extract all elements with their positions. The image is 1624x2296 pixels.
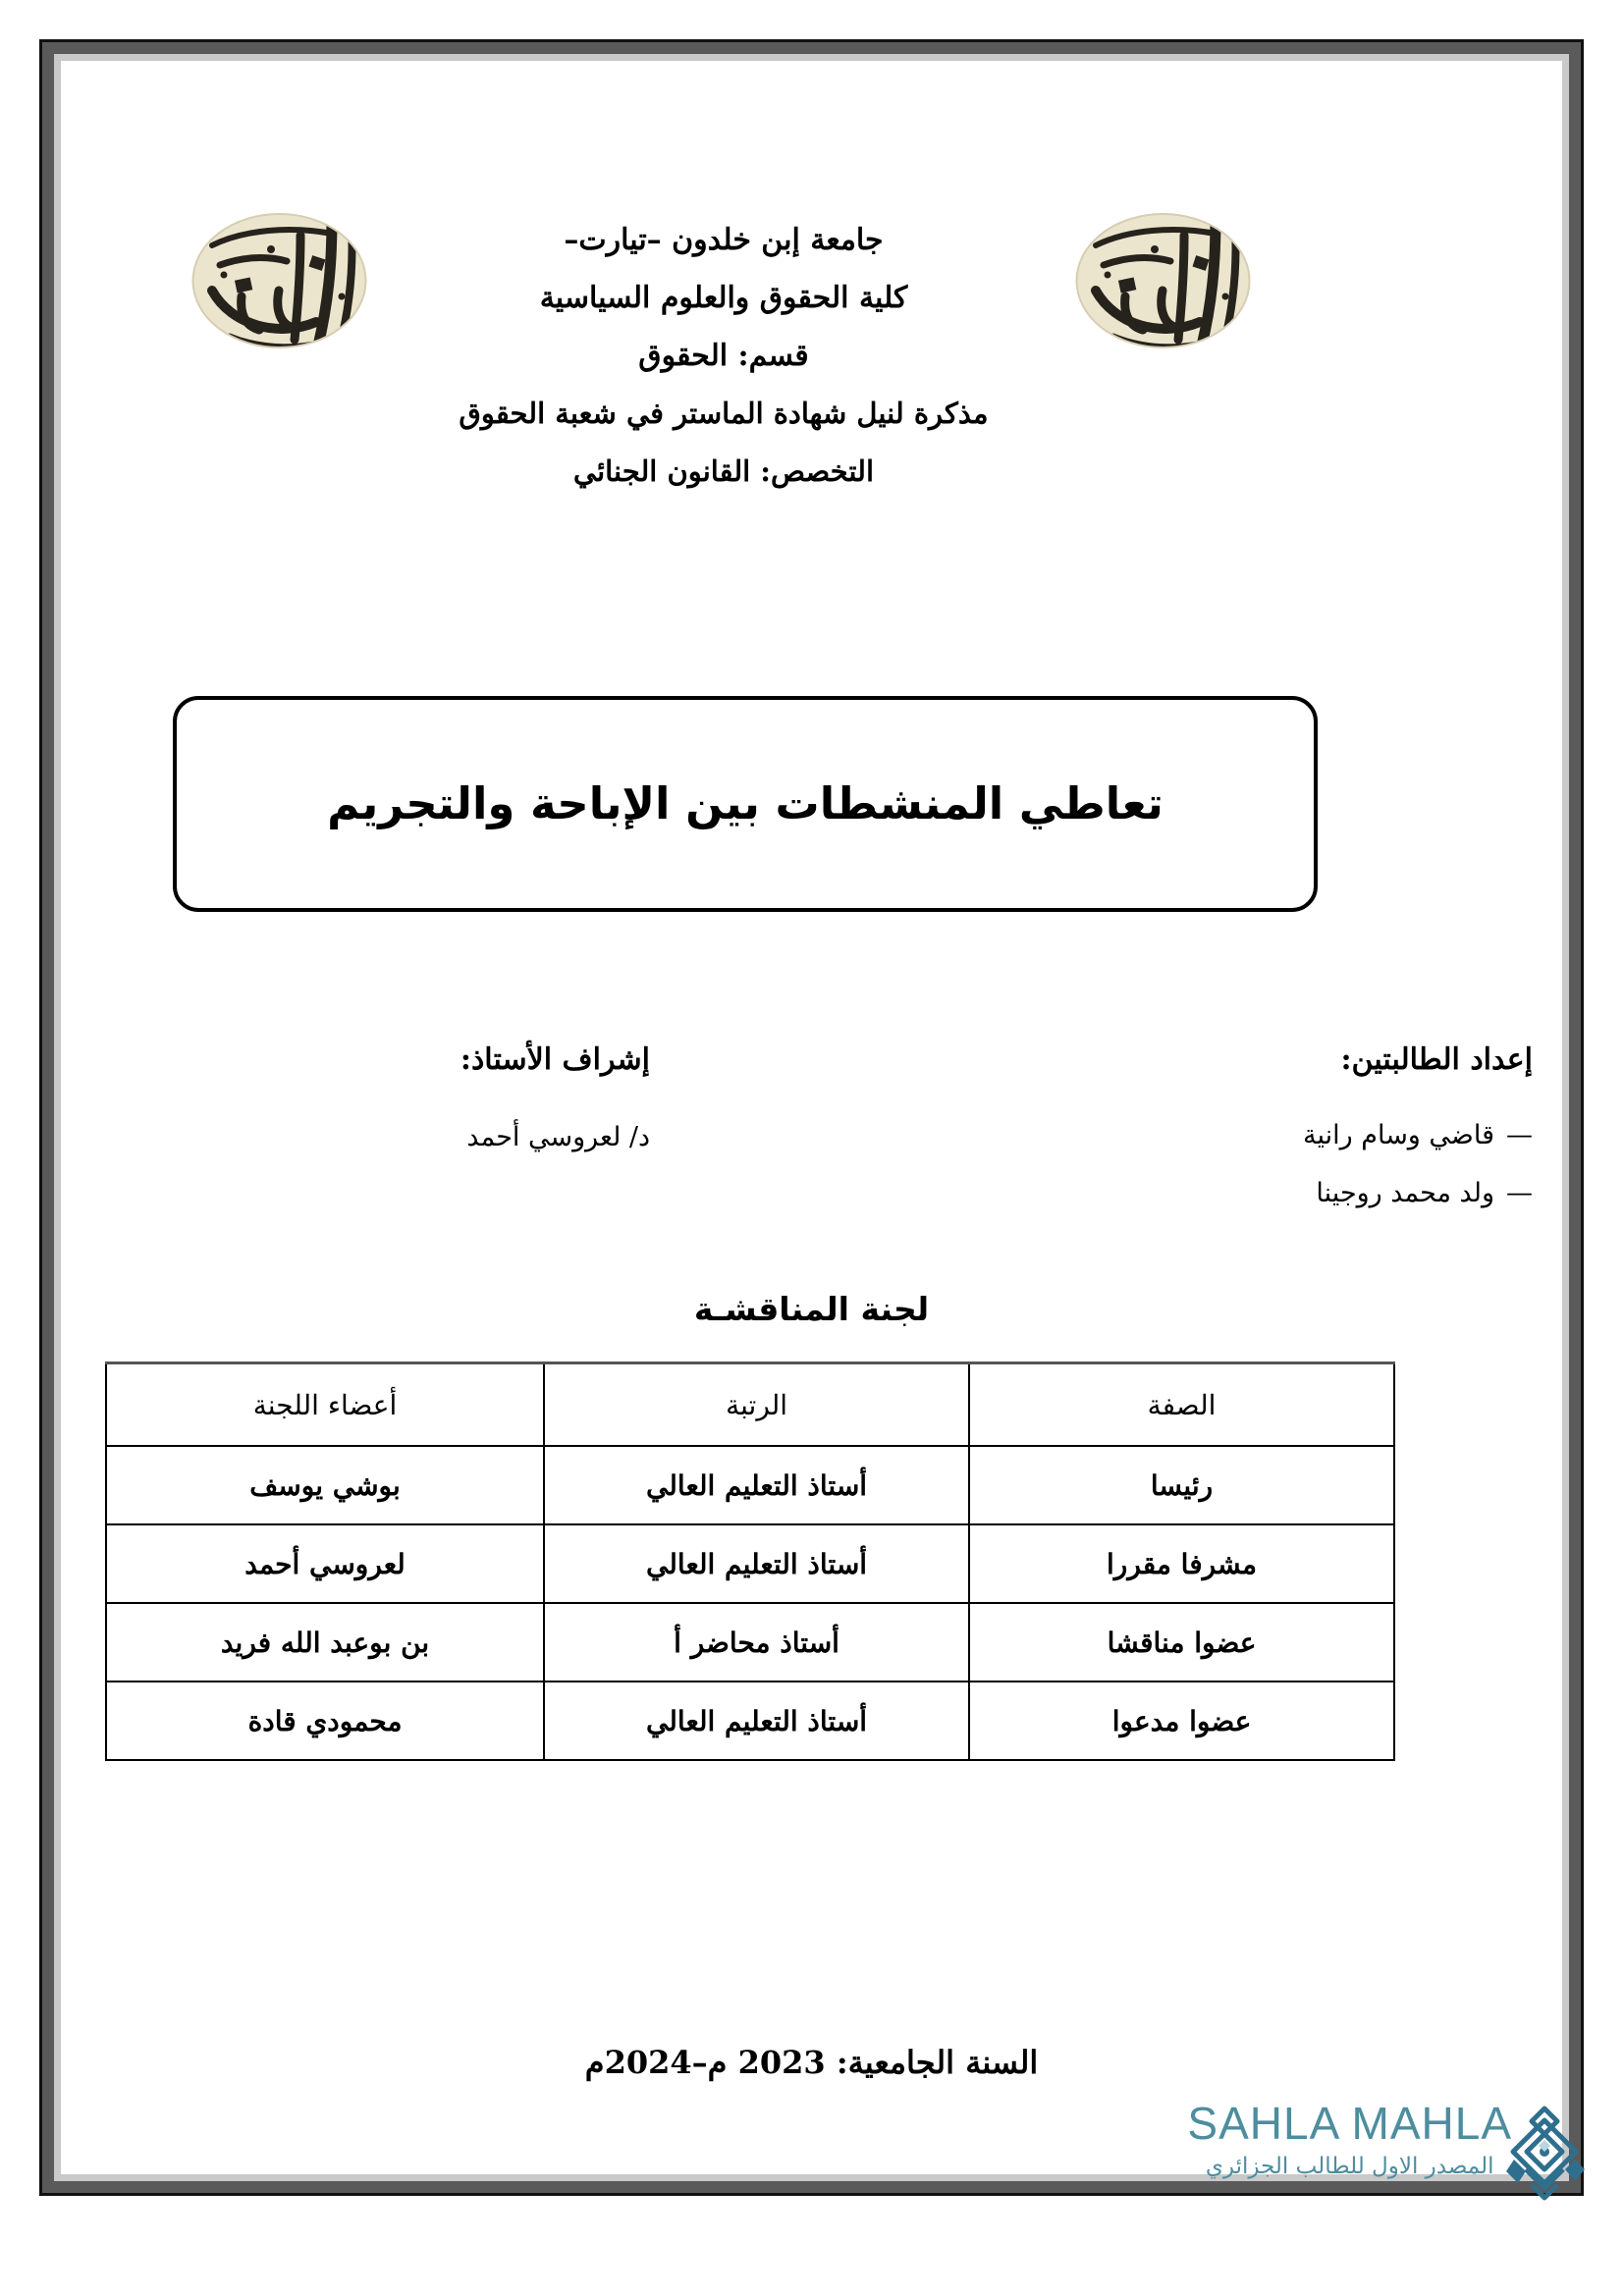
- table-row: [106, 1446, 1394, 1524]
- list-dash-icon: —: [1506, 1120, 1533, 1150]
- column-header-name: أعضاء اللجنة: [106, 1363, 544, 1447]
- student-name: ولد محمد روجينا: [1316, 1178, 1494, 1208]
- student-name: قاضي وسام رانية: [1302, 1120, 1494, 1150]
- cell-role: عضوا مدعوا: [969, 1682, 1394, 1760]
- student-name-item: [983, 1120, 1533, 1150]
- watermark-subtitle: المصدر الاول للطالب الجزائري: [1205, 2154, 1494, 2179]
- cell-rank: أستاذ محاضر أ: [544, 1603, 969, 1682]
- cell-role: مشرفا مقررا: [969, 1524, 1394, 1603]
- cell-role: عضوا مناقشا: [969, 1603, 1394, 1682]
- institution-header: [385, 223, 1062, 488]
- watermark-title: SAHLA MAHLA: [1187, 2098, 1512, 2149]
- table-header-row: [106, 1363, 1394, 1447]
- university-logo-icon: [1068, 206, 1258, 355]
- academic-year: السنة الجامعية: 2023 م–2024م: [584, 2044, 1039, 2081]
- jury-table: [105, 1362, 1395, 1761]
- cell-rank: أستاذ التعليم العالي: [544, 1682, 969, 1760]
- page-title: تعاطي المنشطات بين الإباحة والتجريم: [327, 777, 1164, 829]
- cell-name: بوشي يوسف: [106, 1446, 544, 1524]
- cell-name: بن بوعبد الله فريد: [106, 1603, 544, 1682]
- specialization: التخصص: القانون الجنائي: [572, 454, 875, 488]
- table-row: [106, 1682, 1394, 1760]
- thesis-title-box: [173, 696, 1318, 912]
- university-name: جامعة إبن خلدون –تيارت–: [564, 223, 884, 257]
- supervisor-name: د/ لعروسي أحمد: [466, 1122, 650, 1152]
- jury-section-heading: لجنة المناقشـة: [693, 1290, 930, 1328]
- students-column: [983, 1042, 1533, 1236]
- cell-role: رئيسا: [969, 1446, 1394, 1524]
- supervisor-column: [238, 1042, 650, 1180]
- table-row: [106, 1603, 1394, 1682]
- column-header-rank: الرتبة: [544, 1363, 969, 1447]
- university-logo-icon: [185, 206, 374, 355]
- watermark-text-group: [1187, 2098, 1512, 2179]
- watermark-diamond-icon: [1502, 2105, 1587, 2207]
- column-header-role: الصفة: [969, 1363, 1394, 1447]
- cell-rank: أستاذ التعليم العالي: [544, 1446, 969, 1524]
- degree-statement: مذكرة لنيل شهادة الماستر في شعبة الحقوق: [459, 397, 989, 430]
- students-heading: إعداد الطالبتين:: [1340, 1042, 1533, 1077]
- credits-section: [61, 1042, 1562, 1258]
- supervisor-heading: إشراف الأستاذ:: [460, 1042, 650, 1077]
- cell-name: لعروسي أحمد: [106, 1524, 544, 1603]
- list-dash-icon: —: [1506, 1178, 1533, 1208]
- cell-name: محمودي قادة: [106, 1682, 544, 1760]
- student-name-item: [983, 1178, 1533, 1208]
- cell-rank: أستاذ التعليم العالي: [544, 1524, 969, 1603]
- faculty-name: كلية الحقوق والعلوم السياسية: [539, 281, 908, 315]
- page-content: [61, 61, 1562, 2174]
- department-name: قسم: الحقوق: [638, 339, 809, 373]
- watermark: [1074, 2098, 1585, 2248]
- table-row: [106, 1524, 1394, 1603]
